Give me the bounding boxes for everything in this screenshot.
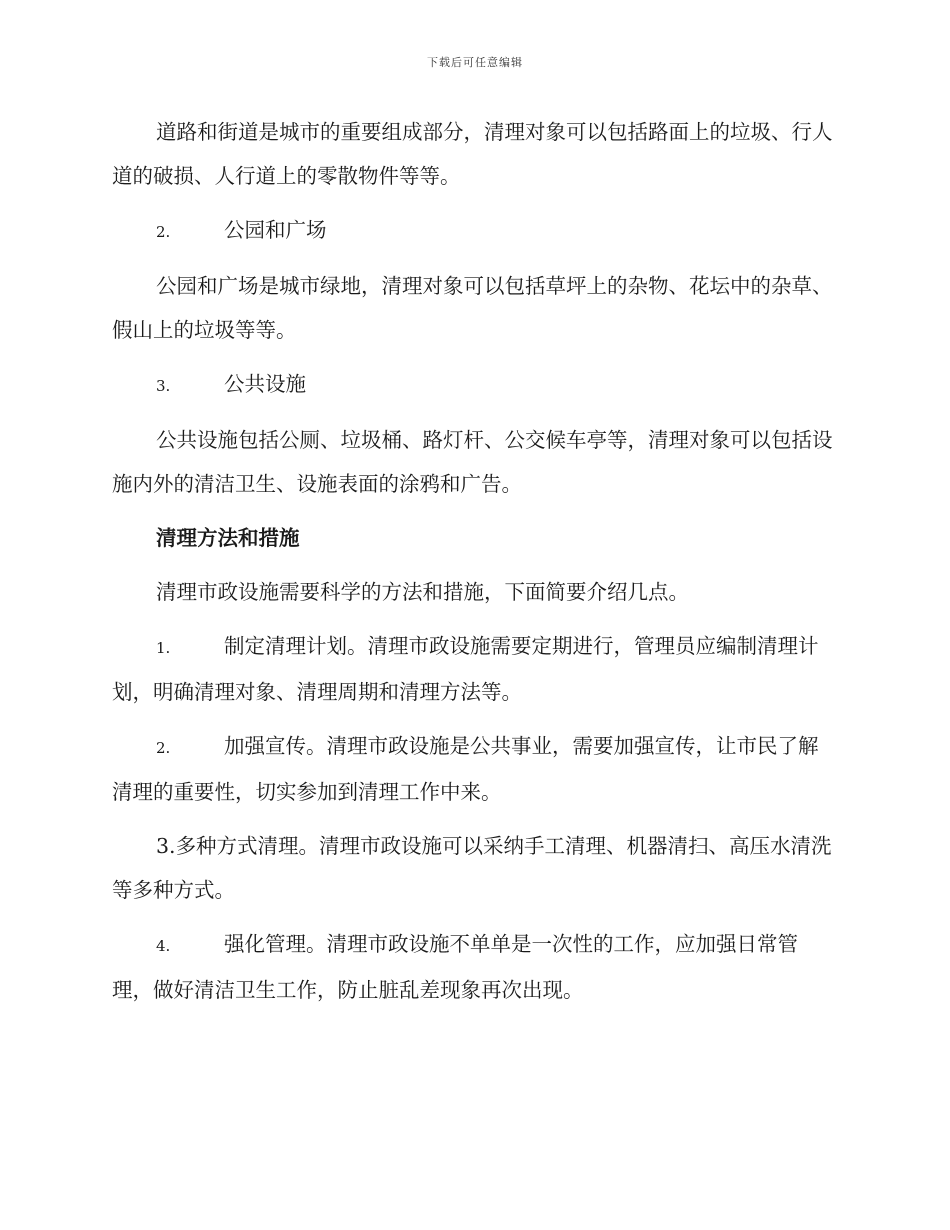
list-number: 4. <box>156 937 171 955</box>
list-item-label: 公园和广场 <box>224 218 327 242</box>
document-body <box>112 110 834 1022</box>
list-item-parks <box>112 208 834 254</box>
paragraph-parks: 公园和广场是城市绿地，清理对象可以包括草坪上的杂物、花坛中的杂草、假山上的垃圾等等。 <box>112 274 833 342</box>
list-item-label: 公共设施 <box>224 372 306 396</box>
list-number: 3. <box>156 377 171 395</box>
list-item-text: 多种方式清理。清理市政设施可以采纳手工清理、机器清扫、高压水清洗等多种方式。 <box>112 834 832 902</box>
paragraph-roads: 道路和街道是城市的重要组成部分，清理对象可以包括路面上的垃圾、行人道的破损、人行道上的零散物件等等。 <box>112 120 833 188</box>
list-number: 3. <box>156 834 176 858</box>
paragraph-facilities: 公共设施包括公厕、垃圾桶、路灯杆、公交候车亭等，清理对象可以包括设施内外的清洁卫生、设施表面的涂鸦和广告。 <box>112 428 833 496</box>
list-number: 2. <box>156 223 171 241</box>
list-item-text: 加强宣传。清理市政设施是公共事业，需要加强宣传，让市民了解清理的重要性，切实参加到清理工作中来。 <box>112 734 819 804</box>
list-item-method-4 <box>112 922 834 1012</box>
list-item-facilities <box>112 362 834 408</box>
section-heading: 清理方法和措施 <box>156 526 300 550</box>
list-item-method-1 <box>112 624 834 714</box>
list-item-text: 强化管理。清理市政设施不单单是一次性的工作，应加强日常管理，做好清洁卫生工作，防止脏乱差现象再次出现。 <box>112 932 798 1002</box>
list-item-method-3 <box>112 824 834 912</box>
paragraph-methods-intro: 清理市政设施需要科学的方法和措施，下面简要介绍几点。 <box>156 580 689 604</box>
list-item-text: 制定清理计划。清理市政设施需要定期进行，管理员应编制清理计划，明确清理对象、清理周期和清理方法等。 <box>112 634 819 704</box>
list-item-method-2 <box>112 724 834 814</box>
list-number: 2. <box>156 739 171 757</box>
list-number: 1. <box>156 639 171 657</box>
page-header: 下载后可任意编辑 <box>427 56 523 69</box>
